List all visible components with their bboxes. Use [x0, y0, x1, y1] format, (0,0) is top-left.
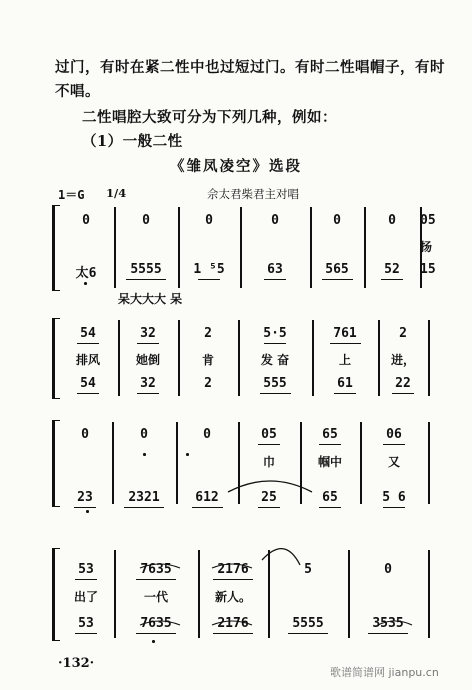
- upper-measure: 65: [322, 427, 338, 442]
- upper-measure: 0: [205, 213, 213, 228]
- upper-measure: 2176: [217, 562, 249, 577]
- lower-measure: 7635: [140, 616, 172, 631]
- upper-measure: 32: [140, 326, 156, 341]
- lyric: 排风: [75, 353, 100, 367]
- upper-measure: 5: [304, 562, 312, 577]
- upper-measure: 2: [399, 326, 407, 341]
- lower-measure: 52: [384, 262, 400, 277]
- slur-7635-lower: [140, 621, 180, 625]
- percussion-syllables: 呆大大大 呆: [118, 292, 183, 306]
- upper-measure: 7635: [140, 562, 172, 577]
- slur-2176-lower: [212, 621, 252, 625]
- lower-measure: 5 6: [382, 490, 406, 505]
- upper-measure: 53: [78, 562, 94, 577]
- lyric: 发 奋: [260, 353, 290, 367]
- lyric: 新人。: [214, 590, 251, 604]
- upper-measure: 0: [388, 213, 396, 228]
- lower-measure: 63: [267, 262, 283, 277]
- lower-measure: 61: [337, 376, 353, 391]
- prose-line-3: 二性唱腔大致可分为下列几种，例如：: [82, 109, 337, 126]
- lower-measure: 612: [195, 490, 219, 505]
- lower-measure: 1 ⁵5: [193, 262, 225, 277]
- lower-measure: 23: [77, 490, 93, 505]
- lyric: 帼中: [317, 455, 342, 469]
- lower-measure: 53: [78, 616, 94, 631]
- lyric: 巾: [262, 455, 275, 469]
- upper-measure: 2: [204, 326, 212, 341]
- slur-system4: [262, 549, 300, 565]
- lower-measure: 65: [322, 490, 338, 505]
- upper-measure: 0: [333, 213, 341, 228]
- time-signature: 1/4: [106, 186, 127, 200]
- lower-measure: 2176: [217, 616, 249, 631]
- section-heading: （1）一般二性: [82, 133, 183, 150]
- upper-measure: 0: [203, 427, 211, 442]
- upper-measure: 0: [81, 427, 89, 442]
- upper-measure: 761: [333, 326, 357, 341]
- lower-measure: 22: [395, 376, 411, 391]
- upper-measure: 06: [386, 427, 402, 442]
- slur-2176-upper: [212, 564, 252, 568]
- slur-system3: [228, 481, 312, 492]
- watermark: 歌谱简谱网 jianpu.cn: [330, 666, 439, 679]
- slur-3535-lower: [378, 621, 412, 625]
- lyric: 肯: [201, 353, 214, 367]
- upper-measure: 0: [271, 213, 279, 228]
- excerpt-title: 《雏凤凌空》选段: [170, 158, 302, 175]
- key-signature: 1＝G: [58, 188, 85, 202]
- upper-measure: 54: [80, 326, 96, 341]
- page-number: ·132·: [58, 656, 95, 671]
- prose-line-1: 过门，有时在紧二性中也过短过门。有时二性唱帽子，有时: [55, 59, 445, 76]
- lyric: 她倒: [135, 353, 160, 367]
- lower-measure: 15: [420, 262, 436, 277]
- lyric: 又: [387, 455, 400, 469]
- lower-measure: 54: [80, 376, 96, 391]
- lower-measure: 2321: [128, 490, 160, 505]
- upper-measure: 0: [82, 213, 90, 228]
- lyric: 一代: [143, 590, 168, 604]
- upper-measure: 05: [420, 213, 436, 228]
- lyric: 上: [338, 353, 351, 367]
- prose-line-2: 不唱。: [55, 83, 100, 100]
- performer-credit: 佘太君柴君主对唱: [207, 187, 299, 201]
- upper-measure: 0: [140, 427, 148, 442]
- upper-measure: 05: [261, 427, 277, 442]
- lower-measure: 5555: [292, 616, 324, 631]
- lower-measure: 2: [204, 376, 212, 391]
- lower-measure: 3535: [372, 616, 404, 631]
- lower-measure: 太6: [75, 266, 97, 281]
- lower-measure: 5555: [130, 262, 162, 277]
- lower-measure: 32: [140, 376, 156, 391]
- slur-7635-upper: [140, 564, 180, 568]
- upper-measure: 0: [142, 213, 150, 228]
- upper-measure: 5·5: [263, 326, 287, 341]
- lower-measure: 555: [263, 376, 287, 391]
- lower-measure: 565: [325, 262, 349, 277]
- lyric: 进，: [390, 353, 415, 367]
- upper-measure: 0: [384, 562, 392, 577]
- lyric: 扬: [420, 240, 433, 254]
- lower-measure: 25: [261, 490, 277, 505]
- lyric: 出了: [73, 590, 98, 604]
